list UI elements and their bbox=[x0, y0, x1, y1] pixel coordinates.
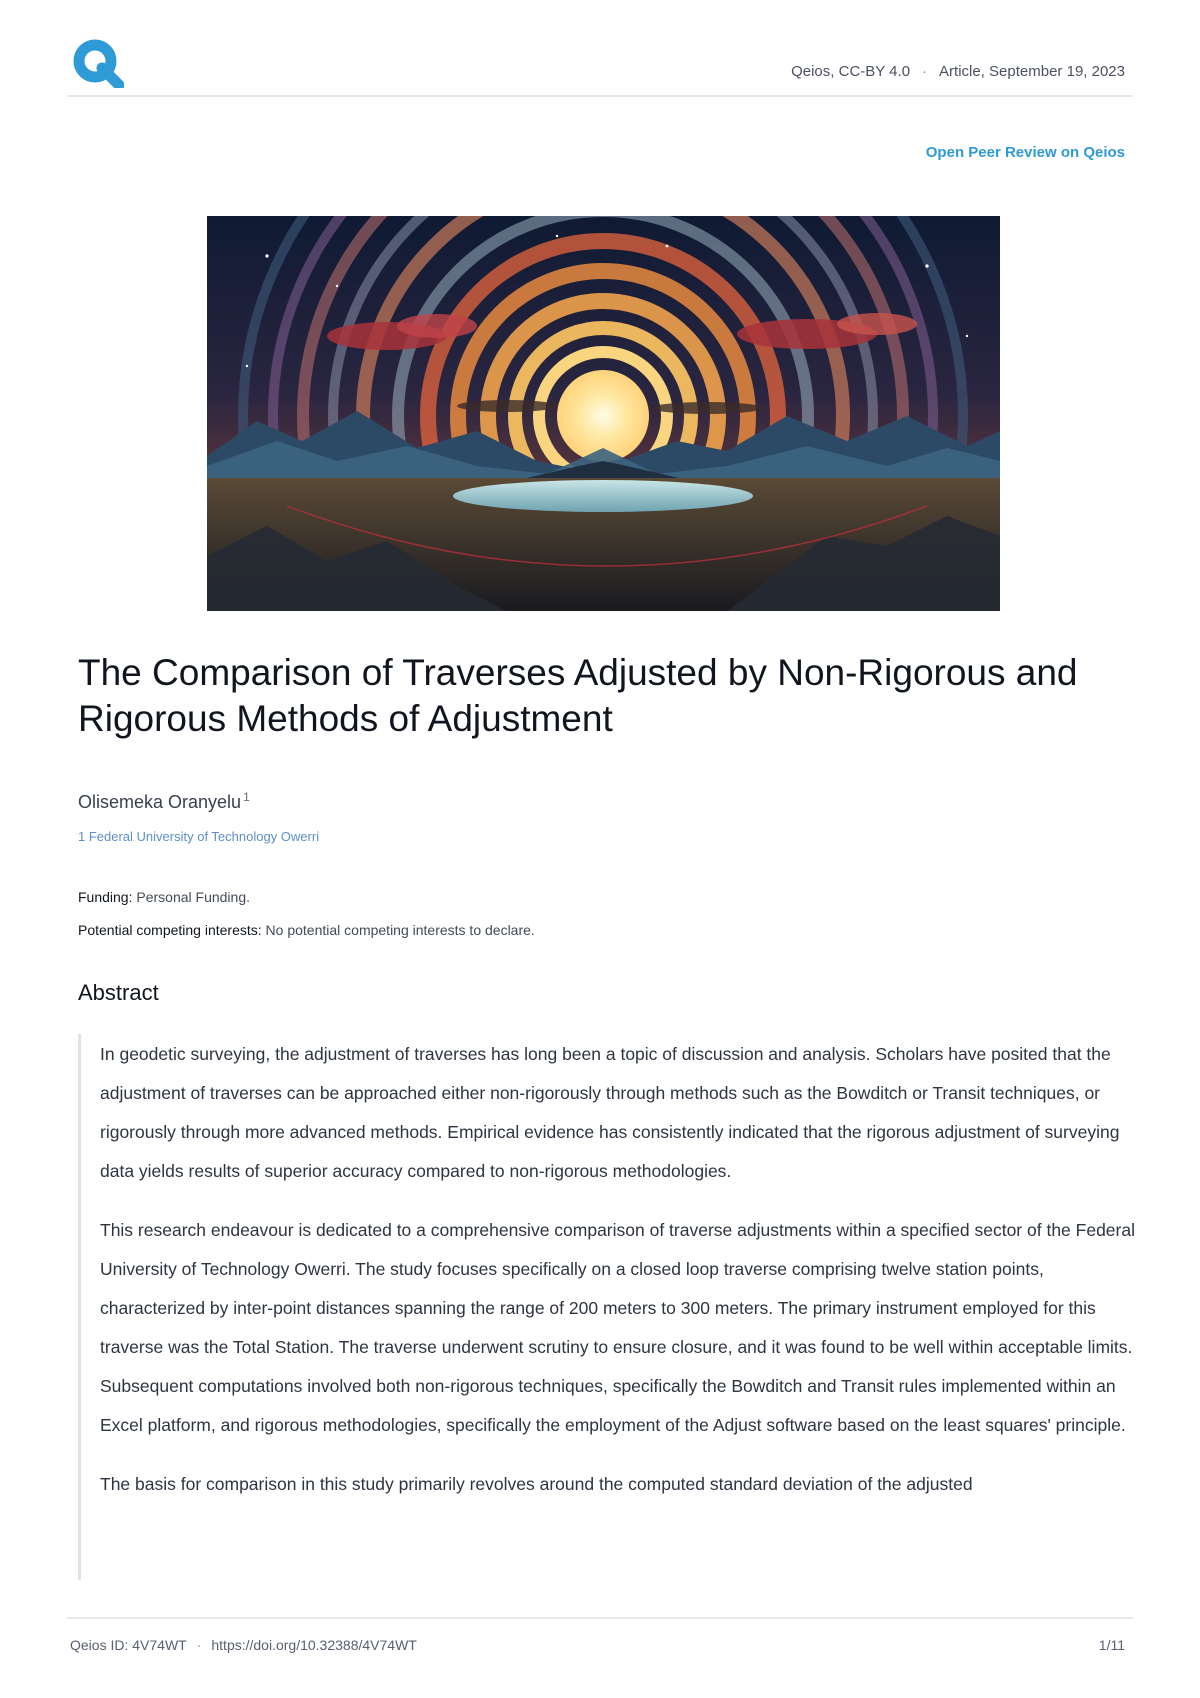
hero-image bbox=[207, 216, 1000, 611]
abstract-paragraph: This research endeavour is dedicated to a comprehensive comparison of traverse adjustments within a specified sector of the Federal University of Technology Owerri. The study focuses specifically on a closed loop traverse comprising twelve station points, characterized by inter-point distances spanning the range of 200 meters to 300 meters. The primary instrument employed for this traverse was the Total Station. The traverse underwent scrutiny to ensure closure, and it was found to be well within acceptable limits. Subsequent computations involved both non-rigorous techniques, specifically the Bowditch and Transit rules implemented within an Excel platform, and rigorous methodologies, specifically the employment of the Adjust software based on the least squares' principle. bbox=[100, 1220, 1135, 1435]
article-date: Article, September 19, 2023 bbox=[939, 63, 1125, 80]
header-divider bbox=[67, 95, 1133, 97]
abstract-heading: Abstract bbox=[78, 980, 159, 1005]
publisher-license: Qeios, CC-BY 4.0 bbox=[791, 63, 911, 80]
author-name[interactable]: Olisemeka Oranyelu bbox=[78, 792, 242, 812]
funding-label: Funding: bbox=[78, 889, 133, 905]
article-title: The Comparison of Traverses Adjusted by Non-Rigorous and Rigorous Methods of Adjustment bbox=[78, 652, 1078, 739]
qeios-id: Qeios ID: 4V74WT bbox=[70, 1637, 187, 1653]
meta-separator: · bbox=[922, 63, 928, 80]
footer-identifiers bbox=[70, 1637, 417, 1653]
abstract-paragraph: In geodetic surveying, the adjustment of traverses has long been a topic of discussion and analysis. Scholars have posited that the adjustment of traverses can be approached either non-rigorously through methods such as the Bowditch or Transit techniques, or rigorously through more advanced methods. Empirical evidence has consistently indicated that the rigorous adjustment of surveying data yields results of superior accuracy compared to non-rigorous methodologies. bbox=[100, 1044, 1120, 1181]
open-peer-review-link[interactable]: Open Peer Review on Qeios bbox=[925, 144, 1125, 161]
header-meta bbox=[791, 63, 1125, 80]
author bbox=[78, 790, 250, 813]
funding-statement bbox=[78, 889, 250, 905]
competing-interests-label: Potential competing interests: bbox=[78, 922, 262, 938]
abstract-body bbox=[100, 1035, 1135, 1524]
author-affiliation: 1 Federal University of Technology Owerri bbox=[78, 829, 320, 844]
author-affiliation-marker: 1 bbox=[243, 790, 250, 804]
surreal-sunset-landscape-image bbox=[207, 216, 1000, 611]
abstract-paragraph: The basis for comparison in this study primarily revolves around the computed standard deviation of the adjusted bbox=[100, 1474, 973, 1494]
footer-divider bbox=[67, 1617, 1133, 1619]
footer-separator: · bbox=[196, 1637, 202, 1653]
competing-interests-statement bbox=[78, 922, 535, 938]
qeios-logo-icon[interactable] bbox=[72, 38, 124, 88]
competing-interests-value: No potential competing interests to declare. bbox=[265, 922, 535, 938]
page-number: 1/11 bbox=[1098, 1637, 1125, 1653]
abstract-quote-bar bbox=[78, 1034, 81, 1580]
funding-value: Personal Funding. bbox=[136, 889, 251, 905]
doi-link[interactable]: https://doi.org/10.32388/4V74WT bbox=[211, 1637, 417, 1653]
